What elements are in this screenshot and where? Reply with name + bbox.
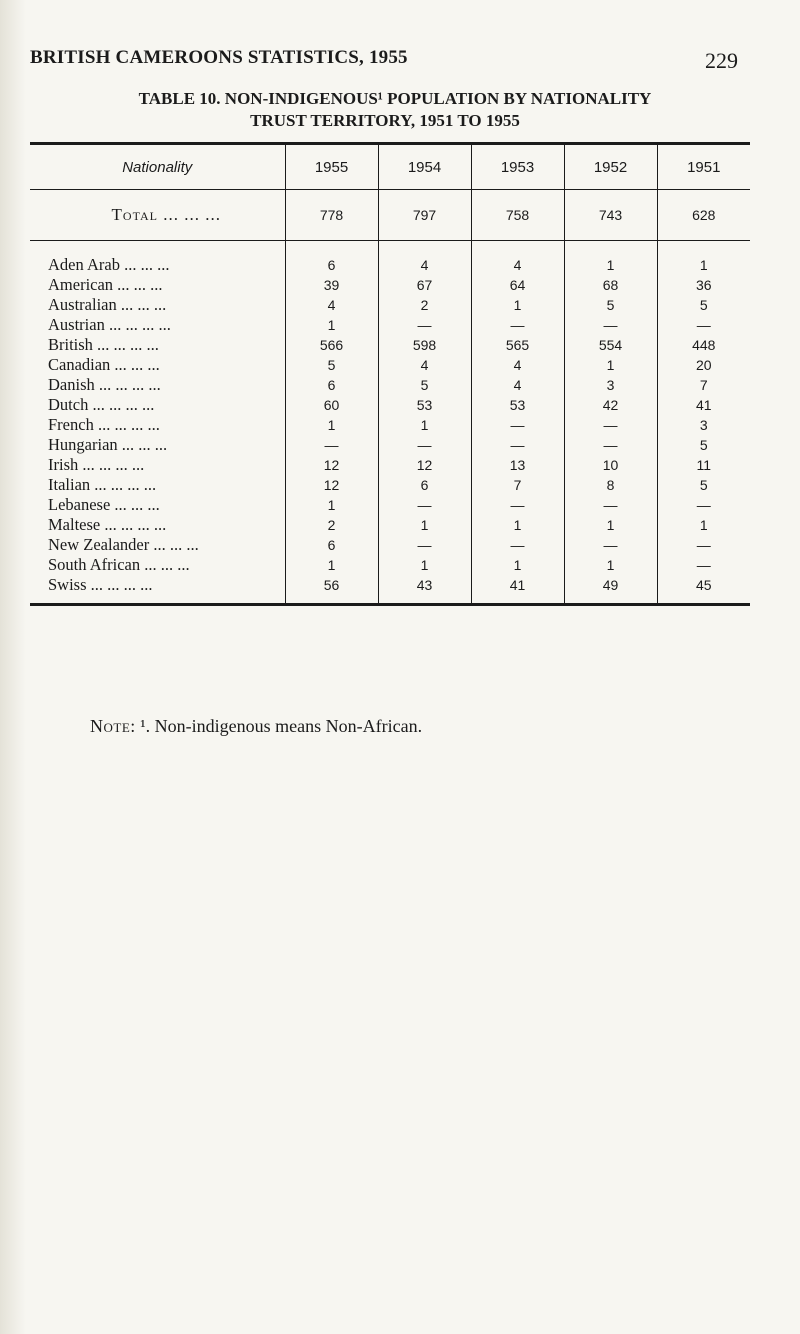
total-cell: 628 [657,190,750,241]
total-cell: 743 [564,190,657,241]
running-head: BRITISH CAMEROONS STATISTICS, 1955 [30,47,408,68]
page-number: 229 [705,48,738,73]
table-cell: — [564,495,657,515]
table-cell: 565 [471,335,564,355]
table-cell: 10 [564,455,657,475]
table-row [30,555,750,575]
table-cell: 6 [378,475,471,495]
table-cell: 3 [657,415,750,435]
table-row [30,535,750,555]
table-cell: 1 [564,515,657,535]
table-cell: 1 [285,315,378,335]
footnote-text: ¹. Non-indigenous means Non-African. [140,716,423,736]
table-cell: 4 [471,355,564,375]
table-cell: 49 [564,575,657,603]
footnote [90,716,422,737]
table-cell: 12 [285,475,378,495]
total-row [30,190,750,241]
header-row [30,145,750,190]
table-row [30,335,750,355]
spacer-row [30,241,750,256]
table-cell: 20 [657,355,750,375]
nationality-label: Hungarian ... ... ... [48,435,168,454]
table-cell: 45 [657,575,750,603]
table-cell: 4 [471,375,564,395]
table-title-line-2: TRUST TERRITORY, 1951 TO 1955 [250,111,520,130]
table-cell: — [378,315,471,335]
table-cell: 1 [285,495,378,515]
table-cell: 11 [657,455,750,475]
table-cell: 60 [285,395,378,415]
table-cell: 4 [378,355,471,375]
table-cell: 6 [285,255,378,275]
table-cell: 7 [657,375,750,395]
table-row [30,275,750,295]
table-cell: — [657,315,750,335]
table-cell: 12 [285,455,378,475]
table-cell: 1 [285,415,378,435]
page-edge-shadow [0,0,26,1334]
data-table [30,145,750,603]
table-cell: 1 [657,255,750,275]
nationality-label: Swiss ... ... ... ... [48,575,153,594]
table-cell: — [378,535,471,555]
table-cell: — [471,315,564,335]
table-cell: — [378,495,471,515]
table-cell: — [564,435,657,455]
table-cell: — [471,495,564,515]
table-cell: — [471,535,564,555]
table-cell: — [657,535,750,555]
table-cell: 13 [471,455,564,475]
table-cell: 68 [564,275,657,295]
table-row [30,375,750,395]
table-cell: — [378,435,471,455]
table-cell: — [564,415,657,435]
table-cell: 41 [471,575,564,603]
table-row [30,395,750,415]
column-header-1955: 1955 [285,145,378,190]
table-cell: 6 [285,535,378,555]
footnote-keyword: Note: [90,716,136,736]
table-cell: 36 [657,275,750,295]
table-cell: 39 [285,275,378,295]
table-cell: 2 [285,515,378,535]
column-header-1952: 1952 [564,145,657,190]
table-title-line-1: TABLE 10. NON-INDIGENOUS¹ POPULATION BY NATIONALITY [138,89,652,108]
table-cell: 1 [657,515,750,535]
table-cell: 7 [471,475,564,495]
table-title [0,88,800,132]
table-cell: 1 [471,515,564,535]
table-cell: 67 [378,275,471,295]
nationality-label: Danish ... ... ... ... [48,375,161,394]
table-cell: 53 [471,395,564,415]
table-cell: — [564,315,657,335]
table-bottom-rule [30,603,750,606]
nationality-label: Canadian ... ... ... [48,355,160,374]
table-cell: — [657,555,750,575]
table-cell: 1 [285,555,378,575]
total-cell: 758 [471,190,564,241]
table-row [30,475,750,495]
table-cell: 2 [378,295,471,315]
total-cell: 778 [285,190,378,241]
nationality-label: Dutch ... ... ... ... [48,395,155,414]
table-row [30,495,750,515]
table-cell: 5 [657,295,750,315]
nationality-label: French ... ... ... ... [48,415,160,434]
nationality-label: Austrian ... ... ... ... [48,315,171,334]
table-cell: 1 [378,415,471,435]
table-cell: 8 [564,475,657,495]
table-cell: 43 [378,575,471,603]
table-cell: 554 [564,335,657,355]
table-row [30,515,750,535]
table-cell: 64 [471,275,564,295]
nationality-label: Maltese ... ... ... ... [48,515,167,534]
population-table [30,142,750,606]
table-cell: 598 [378,335,471,355]
table-cell: 1 [564,355,657,375]
table-cell: 5 [285,355,378,375]
nationality-label: American ... ... ... [48,275,163,294]
nationality-label: British ... ... ... ... [48,335,159,354]
table-row [30,315,750,335]
nationality-label: Italian ... ... ... ... [48,475,157,494]
table-cell: — [657,495,750,515]
table-row [30,295,750,315]
table-cell: 6 [285,375,378,395]
table-cell: 1 [564,555,657,575]
table-cell: 5 [564,295,657,315]
column-header-1954: 1954 [378,145,471,190]
nationality-label: Lebanese ... ... ... [48,495,160,514]
nationality-label: Irish ... ... ... ... [48,455,145,474]
table-cell: 1 [378,515,471,535]
total-label: Total ... ... ... [30,190,285,241]
total-cell: 797 [378,190,471,241]
table-cell: — [564,535,657,555]
nationality-label: New Zealander ... ... ... [48,535,199,554]
table-cell: 12 [378,455,471,475]
table-cell: 448 [657,335,750,355]
table-cell: 566 [285,335,378,355]
table-cell: 4 [285,295,378,315]
table-cell: — [285,435,378,455]
table-cell: 41 [657,395,750,415]
table-cell: 5 [378,375,471,395]
nationality-label: South African ... ... ... [48,555,190,574]
table-row [30,435,750,455]
table-row [30,255,750,275]
table-cell: 4 [378,255,471,275]
table-cell: 3 [564,375,657,395]
nationality-label: Aden Arab ... ... ... [48,255,170,274]
table-cell: 4 [471,255,564,275]
column-header-nationality: Nationality [30,145,285,190]
table-cell: — [471,415,564,435]
table-cell: 1 [471,295,564,315]
column-header-1953: 1953 [471,145,564,190]
nationality-label: Australian ... ... ... [48,295,167,314]
table-cell: 53 [378,395,471,415]
table-cell: 1 [378,555,471,575]
column-header-1951: 1951 [657,145,750,190]
table-cell: 5 [657,475,750,495]
table-row [30,415,750,435]
table-cell: 1 [471,555,564,575]
table-cell: 5 [657,435,750,455]
table-cell: 56 [285,575,378,603]
table-cell: — [471,435,564,455]
table-cell: 1 [564,255,657,275]
table-cell: 42 [564,395,657,415]
table-row [30,575,750,603]
table-row [30,355,750,375]
table-row [30,455,750,475]
